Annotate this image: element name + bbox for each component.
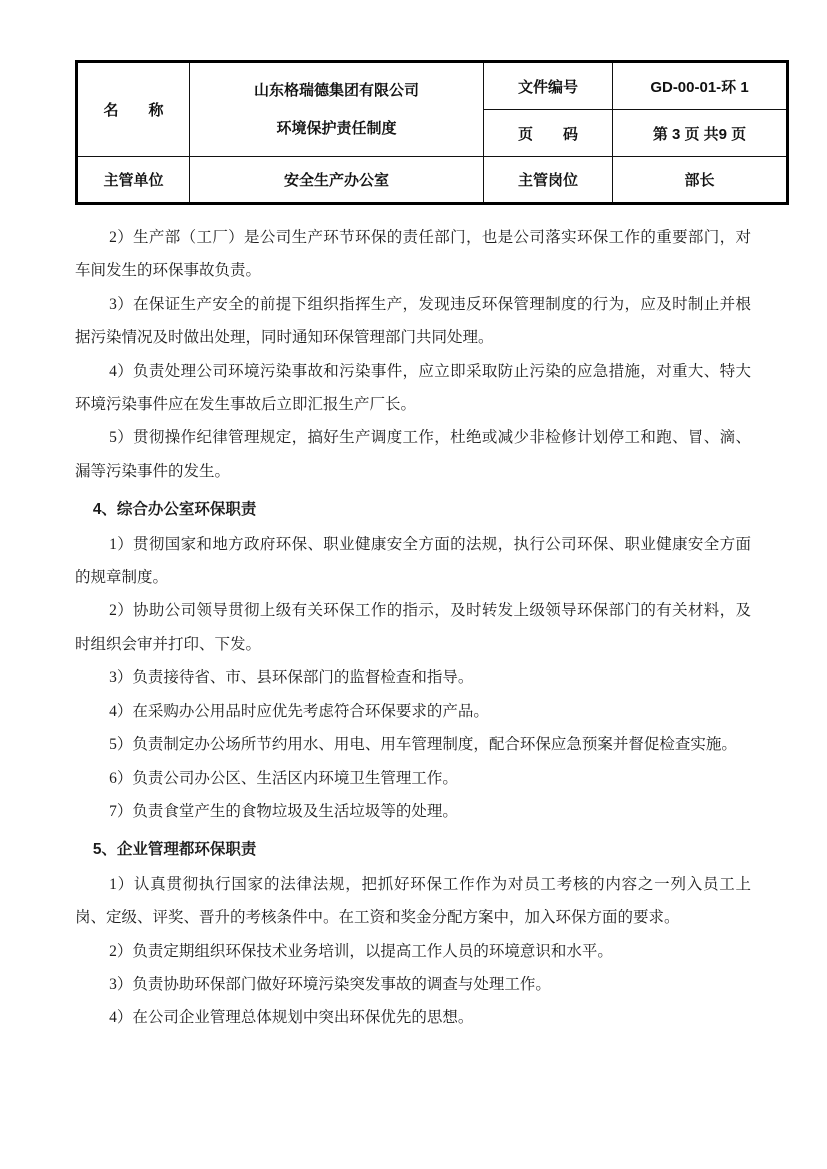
paragraph-item: 5）贯彻操作纪律管理规定，搞好生产调度工作，杜绝或减少非检修计划停工和跑、冒、滴、漏等污染事件的发生。 — [75, 429, 751, 480]
paragraph-item: 1）贯彻国家和地方政府环保、职业健康安全方面的法规，执行公司环保、职业健康安全方面的规章制度。 — [75, 535, 751, 587]
section-heading: 4、综合办公室环保职责 — [92, 501, 257, 519]
section-heading: 5、企业管理都环保职责 — [92, 841, 257, 859]
paragraph-item: 6）负责公司办公区、生活区内环境卫生管理工作。 — [109, 769, 458, 787]
paragraph-item: 5）负责制定办公场所节约用水、用电、用车管理制度，配合环保应急预案并督促检查实施。 — [109, 736, 737, 754]
page-value-cell: 第 3 页 共9 页 — [613, 110, 788, 157]
doc-number-value-cell: GD-00-01-环 1 — [613, 62, 788, 110]
paragraph-item: 4）负责处理公司环境污染事故和污染事件，应立即采取防止污染的应急措施，对重大、特大环境污染事件应在发生事故后立即汇报生产厂长。 — [75, 362, 751, 414]
name-label-cell: 名 称 — [77, 62, 190, 157]
paragraph-item: 2）生产部（工厂）是公司生产环节环保的责任部门，也是公司落实环保工作的重要部门，对车间发生的环保事故负责。 — [75, 229, 751, 280]
company-name: 山东格瑞德集团有限公司 — [253, 81, 419, 99]
unit-value-cell: 安全生产办公室 — [190, 157, 484, 204]
post-value-cell: 部长 — [613, 157, 788, 204]
document-header-table — [75, 60, 789, 205]
paragraph-item: 2）协助公司领导贯彻上级有关环保工作的指示，及时转发上级领导环保部门的有关材料，及时组织会审并打印、下发。 — [75, 602, 751, 653]
paragraph-item: 1）认真贯彻执行国家的法律法规，把抓好环保工作作为对员工考核的内容之一列入员工上岗、定级、评奖、晋升的考核条件中。在工资和奖金分配方案中，加入环保方面的要求。 — [75, 875, 751, 927]
unit-label-cell: 主管单位 — [77, 157, 190, 204]
doc-number-label-cell: 文件编号 — [484, 62, 613, 110]
paragraph-item: 4）在采购办公用品时应优先考虑符合环保要求的产品。 — [109, 702, 489, 720]
post-label-cell: 主管岗位 — [484, 157, 613, 204]
paragraph-item: 2）负责定期组织环保技术业务培训，以提高工作人员的环境意识和水平。 — [109, 942, 613, 960]
paragraph-item: 3）负责接待省、市、县环保部门的监督检查和指导。 — [109, 669, 474, 687]
document-title: 环境保护责任制度 — [276, 119, 397, 137]
paragraph-item: 3）负责协助环保部门做好环境污染突发事故的调查与处理工作。 — [109, 975, 551, 993]
page-label-cell: 页 码 — [484, 110, 613, 157]
paragraph-item: 4）在公司企业管理总体规划中突出环保优先的思想。 — [109, 1009, 474, 1027]
name-value-cell — [190, 62, 484, 157]
document-body — [75, 221, 751, 1035]
paragraph-item: 3）在保证生产安全的前提下组织指挥生产，发现违反环保管理制度的行为，应及时制止并根据污染情况及时做出处理，同时通知环保管理部门共同处理。 — [75, 295, 751, 347]
paragraph-item: 7）负责食堂产生的食物垃圾及生活垃圾等的处理。 — [109, 802, 458, 820]
